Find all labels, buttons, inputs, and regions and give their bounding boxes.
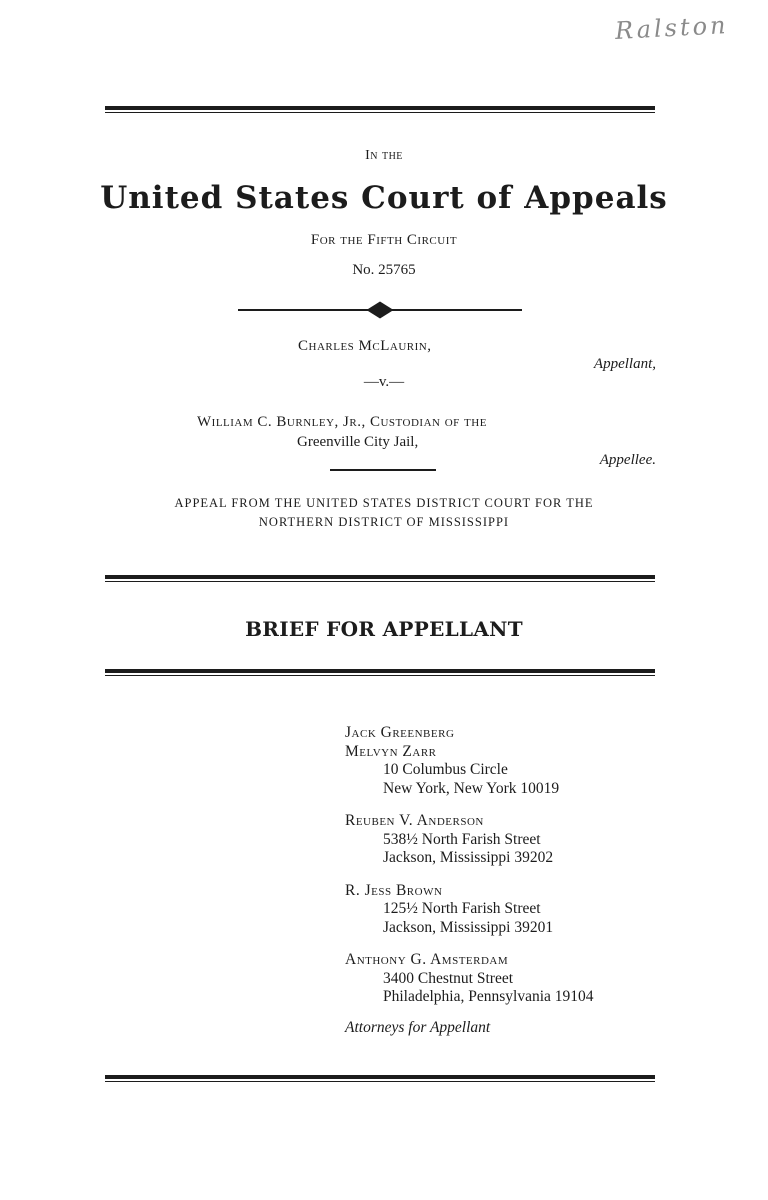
short-rule: [330, 469, 436, 471]
in-the-label: In the: [365, 148, 403, 163]
attorney-entry: [345, 882, 675, 938]
appeal-line-2: NORTHERN DISTRICT OF MISSISSIPPI: [258, 515, 510, 529]
attorneys-for-label: Attorneys for Appellant: [345, 1018, 491, 1036]
attorney-address: Philadelphia, Pennsylvania 19104: [383, 988, 594, 1005]
attorney-name: Jack Greenberg: [345, 724, 455, 741]
diamond-ornament: [366, 302, 393, 319]
attorney-address: 10 Columbus Circle: [383, 761, 508, 778]
counsel-block: [345, 724, 675, 1037]
attorney-name: Reuben V. Anderson: [345, 812, 484, 829]
attorney-entry: [345, 951, 675, 1007]
appellant-role: Appellant,: [593, 356, 656, 372]
appellant-name: Charles McLaurin,: [298, 338, 432, 354]
versus-label: —v.—: [363, 374, 405, 390]
circuit-label: For the Fifth Circuit: [310, 232, 458, 248]
lower-double-rule: [105, 669, 655, 676]
middle-double-rule: [105, 575, 655, 582]
attorney-address: 125½ North Farish Street: [383, 900, 541, 917]
attorney-name: Anthony G. Amsterdam: [345, 951, 509, 968]
attorney-entry: [345, 812, 675, 868]
docket-number: No. 25765: [352, 262, 416, 278]
appeal-line-1: APPEAL FROM THE UNITED STATES DISTRICT COURT FOR THE: [174, 496, 594, 510]
appellee-name-line2: Greenville City Jail,: [297, 434, 419, 450]
bottom-double-rule: [105, 1075, 655, 1082]
handwritten-note: Ralston: [613, 11, 729, 45]
attorney-address: 3400 Chestnut Street: [383, 969, 514, 987]
attorney-name: R. Jess Brown: [345, 881, 443, 899]
court-name: United States Court of Appeals: [100, 180, 668, 216]
appellee-role: Appellee.: [599, 452, 656, 468]
attorney-address: Jackson, Mississippi 39201: [383, 918, 554, 936]
attorney-name: Melvyn Zarr: [345, 742, 437, 760]
attorney-address: 538½ North Farish Street: [383, 830, 541, 848]
brief-title: BRIEF FOR APPELLANT: [245, 617, 523, 641]
top-double-rule: [105, 106, 655, 113]
attorney-address: New York, New York 10019: [383, 779, 560, 797]
appellee-name-line1: William C. Burnley, Jr., Custodian of the: [197, 414, 487, 430]
attorney-entry: [345, 724, 675, 798]
attorney-address: Jackson, Mississippi 39202: [383, 849, 554, 866]
